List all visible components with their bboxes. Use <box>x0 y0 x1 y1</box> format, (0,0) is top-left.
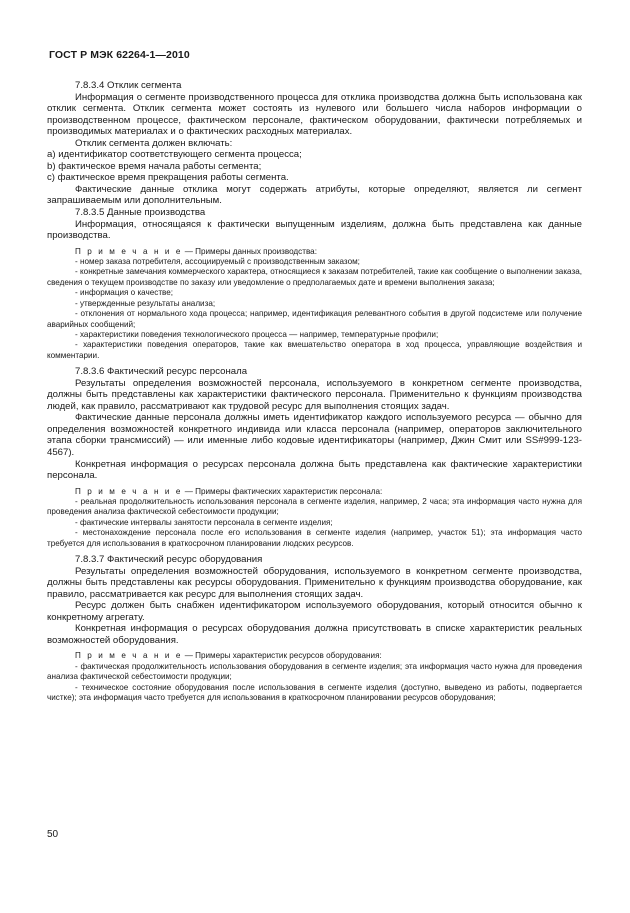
paragraph: Ресурс должен быть снабжен идентификатором используемого оборудования, который относится обычно к конкретному агрегату. <box>47 600 582 623</box>
paragraph: Конкретная информация о ресурсах персонала должна быть представлена как фактические характеристики персонала. <box>47 458 582 482</box>
section-heading-7834: 7.8.3.4 Отклик сегмента <box>75 80 182 91</box>
section-heading-7835: 7.8.3.5 Данные производства <box>75 207 206 219</box>
paragraph: Отклик сегмента должен включать: <box>75 137 233 149</box>
paragraph: Результаты определения возможностей персонала, используемого в конкретном сегменте производства, должны быть представлены как характеристики фактического персонала. Применительно к функциям производства людей, как правило, рассматривают как трудовой ресурс для выполнения стоящих задач. <box>47 377 582 412</box>
note-intro <box>47 651 582 661</box>
paragraph: Информация о сегменте производственного процесса для отклика производства должна быть использована как отклик сегмента. Отклик сегмента может состоять из нулевого или большего числа наборов информации о производственном процессе, фактическом персонале, фактическом оборудовании, фактически потребляемых и производимых материалах и о фактических расходных материалах. <box>47 91 582 138</box>
list-item: b) фактическое время начала работы сегмента; <box>47 160 262 172</box>
paragraph: Результаты определения возможностей оборудования, используемого в конкретном сегменте производства, должны быть представлены как ресурсы оборудования. Применительно к функциям производства оборудование, как правило, рассматривается как ресурс для выполнения стоящих задач. <box>47 565 582 600</box>
section-heading-7836: 7.8.3.6 Фактический ресурс персонала <box>75 366 248 378</box>
page-body <box>47 80 582 708</box>
note-block <box>47 651 582 703</box>
note-block <box>47 247 582 361</box>
paragraph: Информация, относящаяся к фактически выпущенным изделиям, должна быть представлена как данные производства. <box>47 218 582 242</box>
note-item: - конкретные замечания коммерческого характера, относящиеся к заказам потребителей, такие как сообщение о выполнении заказа, сведения о текущем производстве по заказу или уведомление о предполагаемых дате и времени выполнения заказа; <box>47 267 582 287</box>
section-heading-7837: 7.8.3.7 Фактический ресурс оборудования <box>75 554 263 566</box>
note-item: - техническое состояние оборудования после использования в сегменте изделия (доступно, выведено из работы, подвергается чистке); эта информация часто требуется для использования в краткосрочном планировании ресурсов оборудования; <box>47 682 582 703</box>
note-item: - характеристики поведения операторов, такие как вмешательство оператора в ход процесса, управляющие воздействия и комментарии. <box>47 340 582 360</box>
note-item: - местонахождение персонала после его использования в сегменте изделия (например, участок 51); эта информация часто требуется для использования в краткосрочном планировании людских ресурсов. <box>47 528 582 548</box>
paragraph: Конкретная информация о ресурсах оборудования должна присутствовать в списке характеристик реальных возможностей оборудования. <box>47 623 582 646</box>
note-label: П р и м е ч а н и е <box>75 651 183 661</box>
note-intro-text: — Примеры характеристик ресурсов оборудования: <box>182 651 382 661</box>
note-item: - отклонения от нормального хода процесса; например, идентификация релевантного события в другой подсистеме или получение аварийных сообщений; <box>47 309 582 329</box>
note-label: П р и м е ч а н и е <box>75 246 183 256</box>
page-number: 50 <box>47 829 59 840</box>
note-item: - номер заказа потребителя, ассоциируемый с производственным заказом; <box>75 257 360 267</box>
note-block <box>47 487 582 549</box>
note-intro-text: — Примеры данных производства: <box>182 246 317 256</box>
list-item: c) фактическое время прекращения работы сегмента. <box>47 172 289 184</box>
note-item: - утвержденные результаты анализа; <box>75 298 216 308</box>
note-item: - информация о качестве; <box>75 288 174 298</box>
note-item: - реальная продолжительность использования персонала в сегменте изделия, например, 2 часа; эта информация часто нужна для проведения анализа фактической себестоимости продукции; <box>47 497 582 517</box>
note-intro <box>47 487 582 497</box>
note-item: - фактическая продолжительность использования оборудования в сегменте изделия; эта информация часто нужна для проведения анализа фактической себестоимости продукции; <box>47 661 582 682</box>
paragraph: Фактические данные отклика могут содержать атрибуты, которые определяют, является ли сегмент запрашиваемым или дополнительным. <box>47 183 582 207</box>
document-header: ГОСТ Р МЭК 62264-1—2010 <box>49 49 190 61</box>
note-intro <box>47 247 582 257</box>
list-item: а) идентификатор соответствующего сегмента процесса; <box>47 149 302 161</box>
note-intro-text: — Примеры фактических характеристик персонала: <box>182 486 383 496</box>
note-item: - фактические интервалы занятости персонала в сегменте изделия; <box>75 517 333 527</box>
note-label: П р и м е ч а н и е <box>75 486 183 496</box>
paragraph: Фактические данные персонала должны иметь идентификатор каждого используемого ресурса — обычно для определения возможностей конкретного индивида или класса персонала (например, операторов заключительного этапа сборки трансмиссий) — или именные либо кодовые идентификаторы (например, Джин Смит или SS#999-123-4567). <box>47 412 582 458</box>
note-item: - характеристики поведения технологического процесса — например, температурные профили; <box>75 329 439 339</box>
